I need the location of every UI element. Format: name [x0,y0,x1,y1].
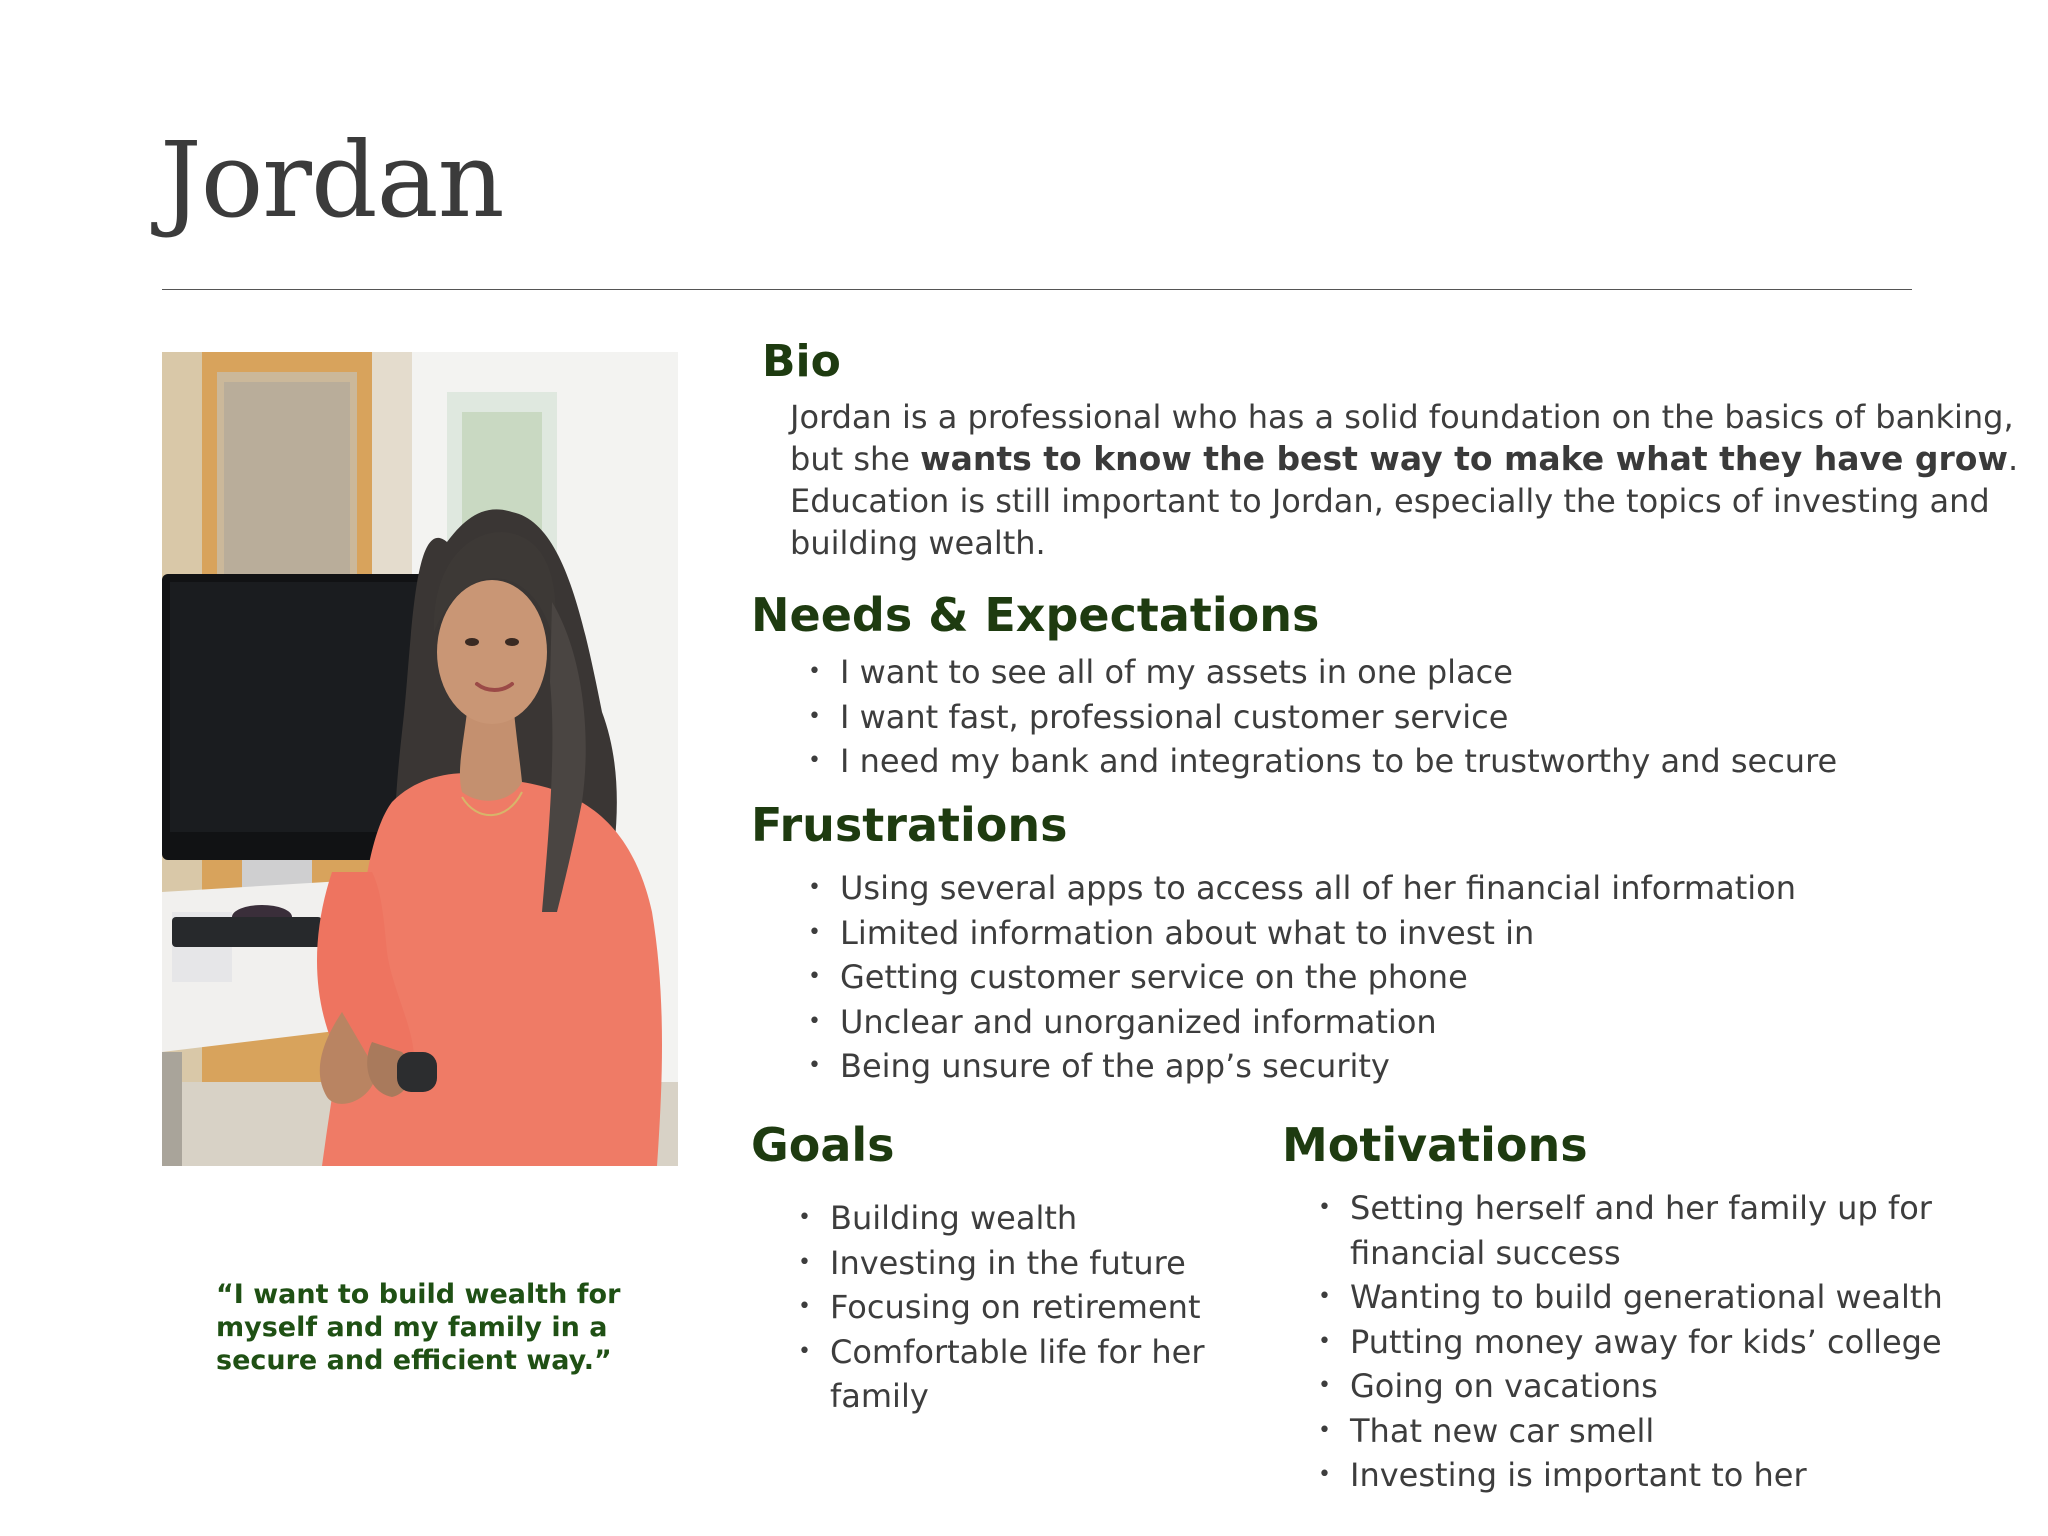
frustrations-list [790,866,1990,1089]
list-item: • Investing in the future [780,1241,1220,1286]
needs-list [790,650,1990,784]
list-item: • I need my bank and integrations to be trustworthy and secure [790,739,1990,784]
list-item: • That new car smell [1300,1409,1960,1454]
list-item: • Using several apps to access all of her financial information [790,866,1990,911]
list-item: • Unclear and unorganized information [790,1000,1990,1045]
motivations-heading: Motivations [1282,1118,1588,1172]
bio-text-end: . Education is still important to Jordan, especially the topics of investing and building wealth. [790,440,2019,562]
list-item: • Wanting to build generational wealth [1300,1275,1960,1320]
list-item: • I want to see all of my assets in one place [790,650,1990,695]
persona-quote: “I want to build wealth for myself and my family in a secure and efficient way.” [216,1279,621,1376]
persona-name: Jordan [160,119,504,241]
list-item: • Comfortable life for her family [780,1330,1220,1419]
bio-heading: Bio [762,336,841,387]
list-item: • I want fast, professional customer service [790,695,1990,740]
list-item: • Being unsure of the app’s security [790,1044,1990,1089]
bio-text-emphasis: wants to know the best way to make what they have grow [920,439,2008,478]
goals-list [780,1196,1220,1419]
title-divider [162,289,1912,290]
motivations-list [1300,1186,1960,1498]
list-item: • Going on vacations [1300,1364,1960,1409]
needs-heading: Needs & Expectations [751,588,1320,642]
persona-photo [162,352,678,1166]
list-item: • Putting money away for kids’ college [1300,1320,1960,1365]
frustrations-heading: Frustrations [751,798,1068,852]
list-item: • Investing is important to her [1300,1453,1960,1498]
goals-heading: Goals [751,1118,895,1172]
bio-text-start: Jordan is a professional who has a solid foundation on the basics of banking, but she [790,398,2014,478]
list-item: • Getting customer service on the phone [790,955,1990,1000]
bio-text [790,396,2030,564]
list-item: • Building wealth [780,1196,1220,1241]
list-item: • Setting herself and her family up for financial success [1300,1186,1960,1275]
list-item: • Limited information about what to invest in [790,911,1990,956]
list-item: • Focusing on retirement [780,1285,1220,1330]
